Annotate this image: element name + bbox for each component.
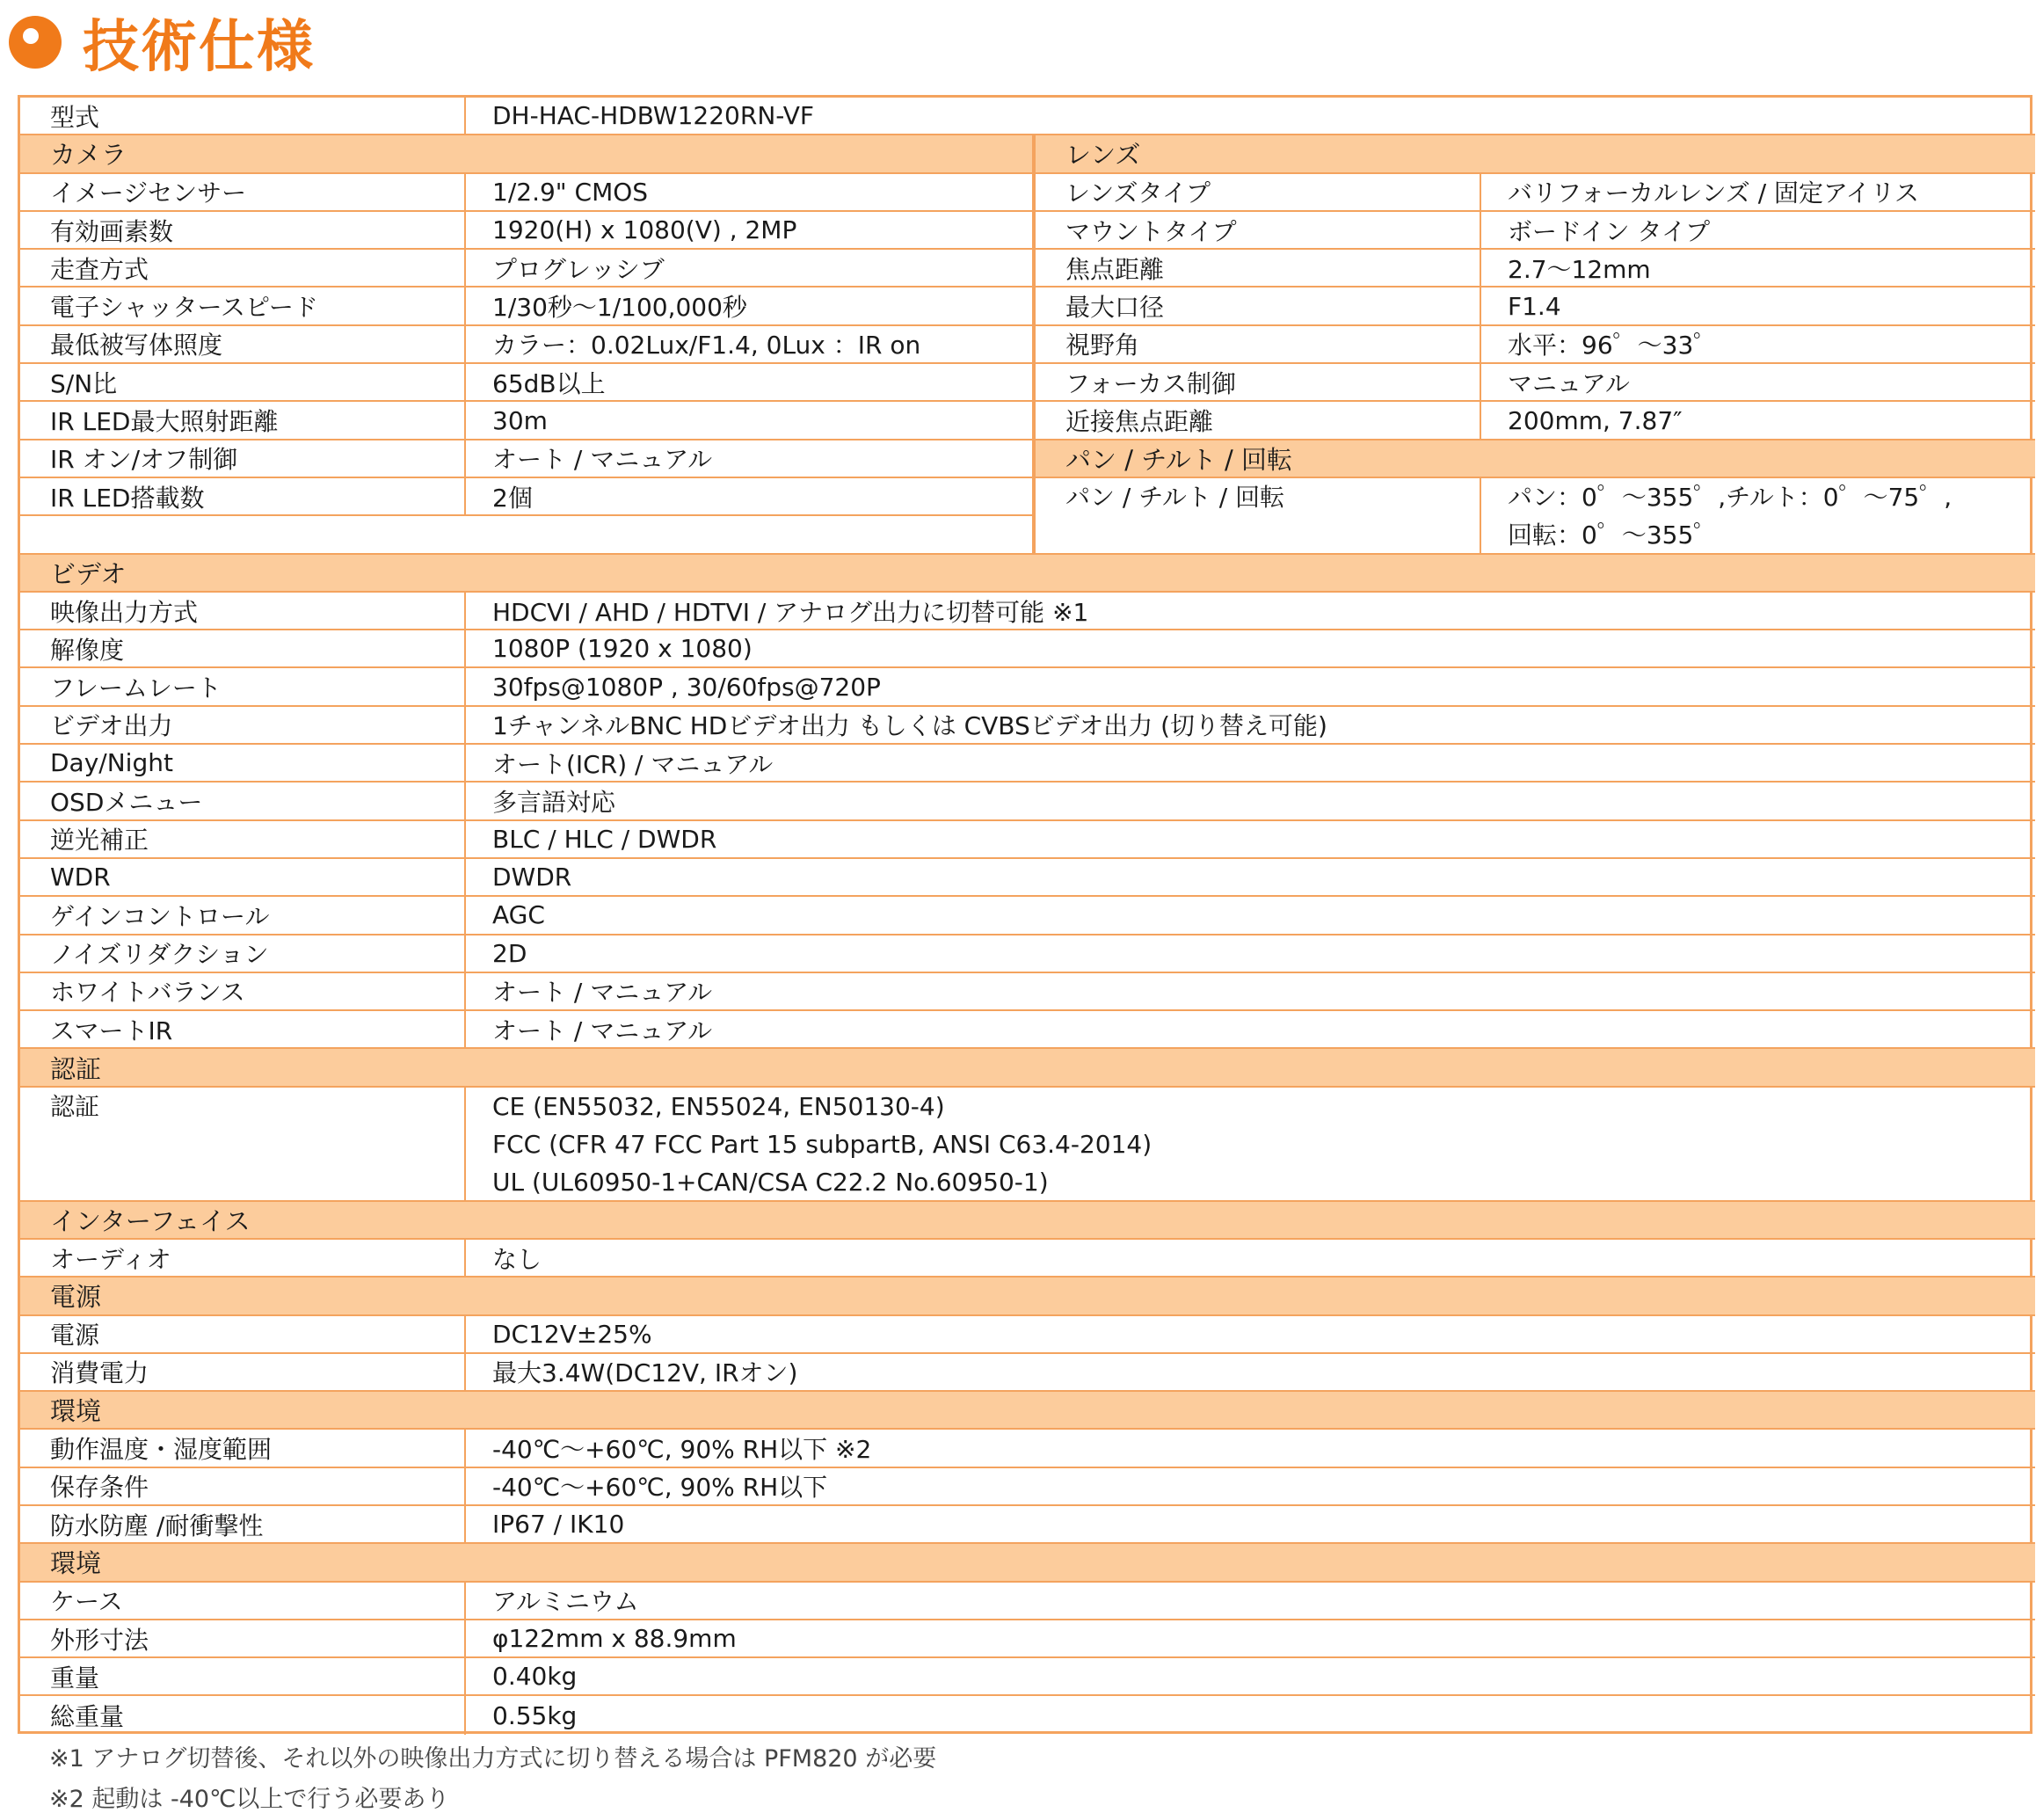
power-label: 電源 — [20, 1316, 466, 1354]
page-title: 技術仕様 — [83, 15, 315, 80]
camera-label: 電子シャッタースピード — [20, 288, 466, 325]
camera-label: 有効画素数 — [20, 212, 466, 250]
camera-value: 65dB以上 — [466, 364, 1036, 402]
video-value: 多言語対応 — [466, 783, 2035, 820]
section-power: 電源 — [20, 1278, 2035, 1315]
lens-value: 200mm, 7.87″ — [1481, 402, 2035, 440]
video-value: HDCVI / AHD / HDTVI / アナログ出力に切替可能 ※1 — [466, 593, 2035, 630]
section-construction: 環境 — [20, 1544, 2035, 1582]
video-label: WDR — [20, 859, 466, 897]
video-label: 逆光補正 — [20, 821, 466, 859]
construction-value: 0.40kg — [466, 1658, 2035, 1696]
power-label: 消費電力 — [20, 1354, 466, 1392]
cert-label-text: 認証 — [50, 1091, 100, 1121]
video-label: スマートIR — [20, 1011, 466, 1049]
power-value: DC12V±25% — [466, 1316, 2035, 1354]
camera-value: 1/2.9" CMOS — [466, 174, 1036, 212]
video-value: 1チャンネルBNC HDビデオ出力 もしくは CVBSビデオ出力 (切り替え可能) — [466, 707, 2035, 745]
construction-value: 0.55kg — [492, 1700, 578, 1730]
environment-label: 動作温度・湿度範囲 — [20, 1430, 466, 1467]
construction-label: ケース — [20, 1583, 466, 1620]
camera-label: IR オン/オフ制御 — [20, 440, 466, 478]
camera-value: オート / マニュアル — [466, 440, 1036, 478]
lens-label: レンズタイプ — [1036, 174, 1481, 212]
power-value: 最大3.4W(DC12V, IRオン) — [466, 1354, 2035, 1392]
footnote: ※2 起動は -40℃以上で行う必要あり — [49, 1786, 450, 1813]
environment-value: -40℃〜+60℃, 90% RH以下 — [466, 1468, 2035, 1506]
bullet-icon — [9, 16, 62, 69]
ptz-label — [1036, 478, 1481, 555]
construction-label: 重量 — [20, 1658, 466, 1696]
video-label: ビデオ出力 — [20, 707, 466, 745]
ptz-value-line: 回転：0゜〜355゜ — [1508, 521, 1719, 550]
camera-value: カラー：0.02Lux/F1.4, 0Lux ：IR on — [466, 326, 1036, 364]
footnote: ※1 アナログ切替後、それ以外の映像出力方式に切り替える場合は PFM820 が必要 — [49, 1745, 937, 1773]
construction-label: 外形寸法 — [20, 1620, 466, 1658]
camera-label: イメージセンサー — [20, 174, 466, 212]
video-label: ノイズリダクション — [20, 935, 466, 973]
ptz-value — [1481, 478, 2035, 555]
model-label: 型式 — [20, 98, 466, 135]
camera-value: プログレッシブ — [466, 250, 1036, 288]
video-value: AGC — [466, 897, 2035, 935]
video-label: ゲインコントロール — [20, 897, 466, 935]
video-label: OSDメニュー — [20, 783, 466, 820]
video-value: 2D — [466, 935, 2035, 973]
lens-value: ボードイン タイプ — [1481, 212, 2035, 250]
construction-label: 総重量 — [20, 1696, 466, 1734]
section-environment: 環境 — [20, 1392, 2035, 1430]
cert-line: UL (UL60950-1+CAN/CSA C22.2 No.60950-1) — [492, 1168, 1049, 1198]
video-label: ホワイトバランス — [20, 973, 466, 1011]
page-header — [9, 7, 315, 80]
lens-label: マウントタイプ — [1036, 212, 1481, 250]
video-value: オート(ICR) / マニュアル — [466, 745, 2035, 783]
video-value: オート / マニュアル — [466, 973, 2035, 1011]
ptz-value-line: パン：0゜〜355゜,チルト：0゜〜75゜, — [1508, 482, 1952, 512]
camera-value: 30m — [466, 402, 1036, 440]
video-label: フレームレート — [20, 668, 466, 706]
section-lens: レンズ — [1036, 135, 2035, 173]
video-value: BLC / HLC / DWDR — [466, 821, 2035, 859]
video-value: 30fps@1080P , 30/60fps@720P — [466, 668, 2035, 706]
interface-value: なし — [466, 1240, 2035, 1278]
ptz-label-text: パン / チルト / 回転 — [1065, 482, 1285, 512]
lens-value: 2.7〜12mm — [1481, 250, 2035, 288]
camera-value: 1920(H) x 1080(V) , 2MP — [466, 212, 1036, 250]
lens-value: バリフォーカルレンズ / 固定アイリス — [1481, 174, 2035, 212]
camera-label: IR LED搭載数 — [20, 478, 466, 516]
lens-value: F1.4 — [1481, 288, 2035, 325]
video-value: 1080P (1920 x 1080) — [466, 630, 2035, 668]
footnotes — [49, 1739, 936, 1820]
environment-value: -40℃〜+60℃, 90% RH以下 ※2 — [466, 1430, 2035, 1467]
lens-label: 焦点距離 — [1036, 250, 1481, 288]
lens-value: マニュアル — [1481, 364, 2035, 402]
environment-label: 保存条件 — [20, 1468, 466, 1506]
construction-value: φ122mm x 88.9mm — [466, 1620, 2035, 1658]
interface-label: オーディオ — [20, 1240, 466, 1278]
environment-value: IP67 / IK10 — [466, 1506, 2035, 1544]
model-value: DH-HAC-HDBW1220RN-VF — [466, 98, 2035, 135]
cert-label — [20, 1088, 466, 1202]
section-camera: カメラ — [20, 135, 1036, 173]
section-video: ビデオ — [20, 555, 2035, 593]
lens-value: 水平：96゜〜33゜ — [1481, 326, 2035, 364]
video-label: 映像出力方式 — [20, 593, 466, 630]
section-cert: 認証 — [20, 1049, 2035, 1087]
camera-label: IR LED最大照射距離 — [20, 402, 466, 440]
cert-line: CE (EN55032, EN55024, EN50130-4) — [492, 1091, 945, 1121]
camera-value: 2個 — [466, 478, 1036, 516]
video-label: 解像度 — [20, 630, 466, 668]
section-interface: インターフェイス — [20, 1202, 2035, 1240]
section-ptz: パン / チルト / 回転 — [1036, 440, 2035, 478]
video-value: オート / マニュアル — [466, 1011, 2035, 1049]
video-label: Day/Night — [20, 745, 466, 783]
lens-label: 視野角 — [1036, 326, 1481, 364]
lens-label: 近接焦点距離 — [1036, 402, 1481, 440]
construction-value: アルミニウム — [466, 1583, 2035, 1620]
camera-value: 1/30秒〜1/100,000秒 — [466, 288, 1036, 325]
camera-label: 走査方式 — [20, 250, 466, 288]
camera-label: 最低被写体照度 — [20, 326, 466, 364]
lens-label: 最大口径 — [1036, 288, 1481, 325]
lens-label: フォーカス制御 — [1036, 364, 1481, 402]
video-value: DWDR — [466, 859, 2035, 897]
cert-value — [466, 1088, 2035, 1202]
cert-line: FCC (CFR 47 FCC Part 15 subpartB, ANSI C63.4-2014) — [492, 1130, 1153, 1160]
camera-empty-row — [20, 516, 1036, 554]
camera-label: S/N比 — [20, 364, 466, 402]
environment-label: 防水防塵 /耐衝撃性 — [20, 1506, 466, 1544]
spec-table — [18, 95, 2032, 1734]
